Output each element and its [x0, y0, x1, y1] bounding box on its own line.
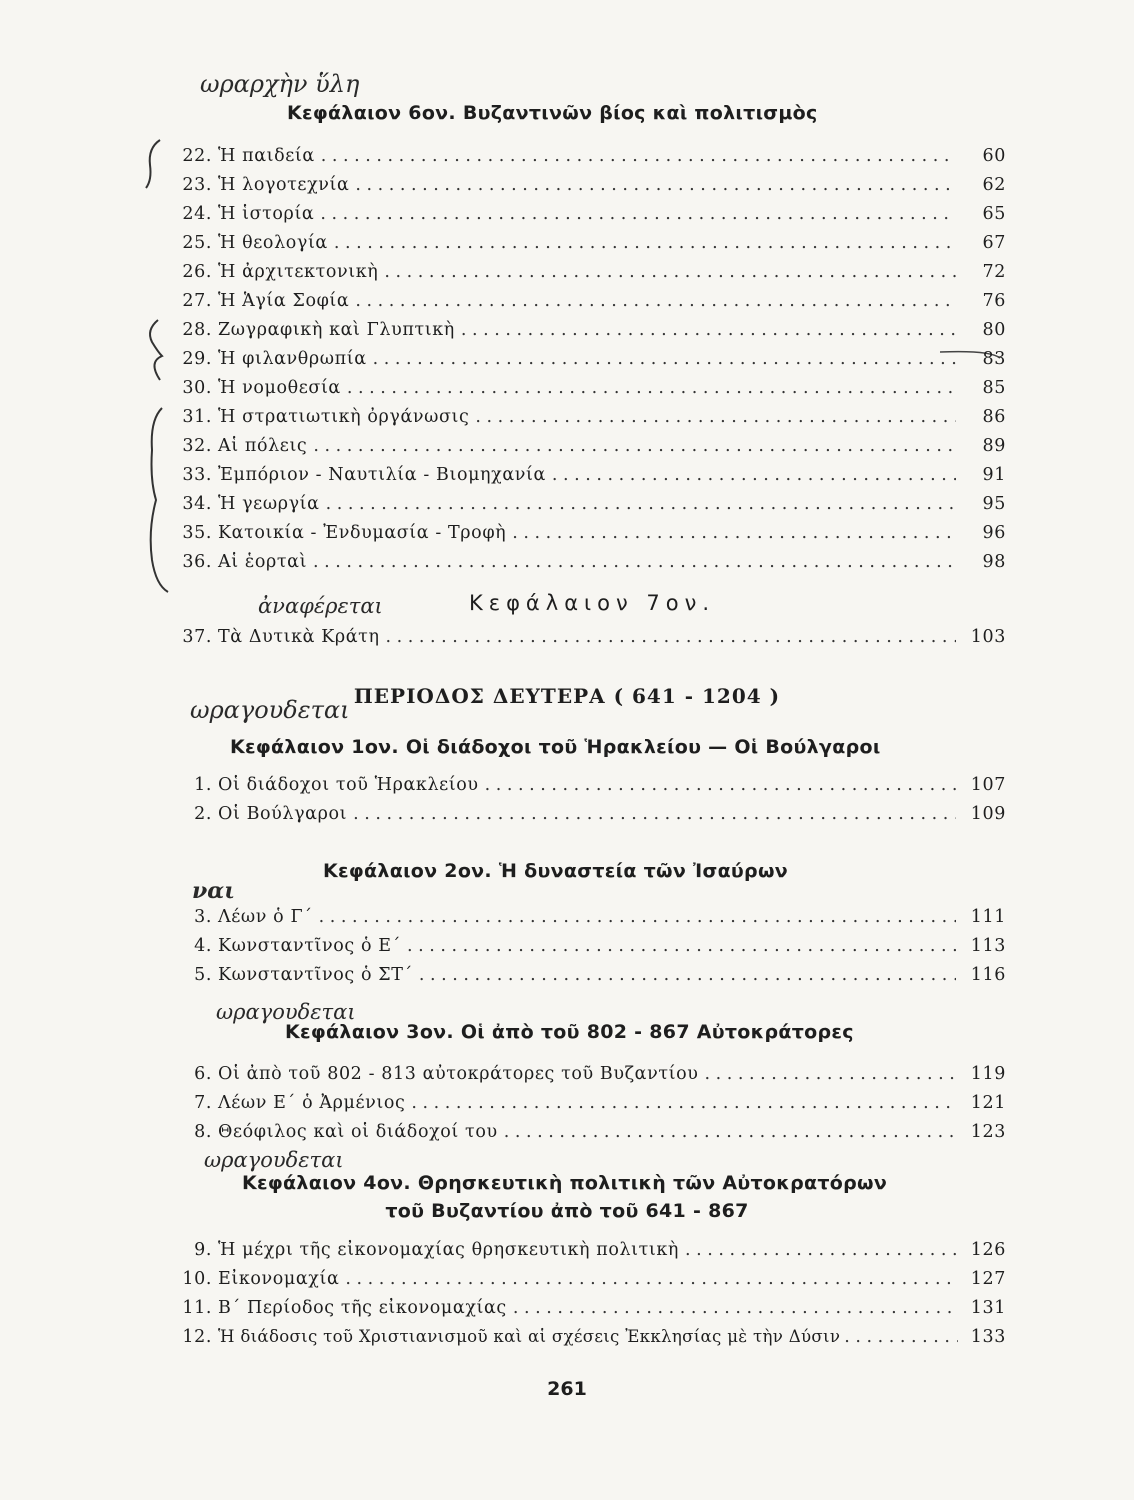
toc-entry[interactable]	[168, 1298, 1006, 1326]
entry-title: Κωνσταντῖνος ὁ Ε΄	[218, 936, 401, 956]
entry-page: 86	[982, 407, 1006, 427]
entry-number: 28.	[182, 320, 212, 340]
entry-page: 62	[982, 175, 1006, 195]
toc-entry[interactable]	[168, 146, 1006, 174]
entry-page: 103	[970, 627, 1006, 647]
entry-title: Ἡ θεολογία	[218, 233, 328, 253]
entry-title: Ἡ μέχρι τῆς εἰκονομαχίας θρησκευτικὴ πολιτικὴ	[218, 1240, 680, 1260]
dot-leader	[485, 775, 956, 795]
entry-page: 123	[970, 1122, 1006, 1142]
dot-leader	[355, 291, 956, 311]
dot-leader	[373, 349, 956, 369]
period2-chapter-1-heading: Κεφάλαιον 1ον. Οἱ διάδοχοι τοῦ Ἡρακλείου — Οἱ Βούλγαροι	[230, 736, 881, 758]
toc-entry[interactable]	[168, 1122, 1006, 1150]
dot-leader	[345, 1269, 956, 1289]
dot-leader	[407, 936, 956, 956]
entry-title: Οἱ διάδοχοι τοῦ Ἡρακλείου	[218, 775, 479, 795]
entry-number: 5.	[194, 965, 212, 985]
entry-title: Ἡ λογοτεχνία	[218, 175, 350, 195]
entry-number: 26.	[182, 262, 212, 282]
entry-title: Ἡ παιδεία	[218, 146, 315, 166]
toc-entry[interactable]	[168, 494, 1006, 522]
entry-number: 31.	[182, 407, 212, 427]
toc-entry[interactable]	[168, 436, 1006, 464]
entry-page: 98	[982, 552, 1006, 572]
entry-number: 7.	[194, 1093, 212, 1113]
entry-page: 67	[982, 233, 1006, 253]
entry-page: 65	[982, 204, 1006, 224]
entry-number: 10.	[182, 1269, 212, 1289]
dot-leader	[513, 1298, 956, 1318]
toc-entry[interactable]	[168, 1093, 1006, 1121]
toc-entry[interactable]	[168, 1240, 1006, 1268]
toc-entry[interactable]	[168, 349, 1006, 377]
dot-leader	[384, 262, 956, 282]
entry-number: 33.	[182, 465, 212, 485]
page-number: 261	[547, 1378, 587, 1400]
handwritten-note-chapter6: ωραρχὴν ὕλη	[200, 70, 360, 98]
entry-page: 91	[982, 465, 1006, 485]
dot-leader	[411, 1093, 956, 1113]
entry-number: 23.	[182, 175, 212, 195]
entry-number: 1.	[194, 775, 212, 795]
toc-entry[interactable]	[168, 775, 1006, 803]
entry-page: 111	[970, 907, 1006, 927]
entry-page: 76	[982, 291, 1006, 311]
entry-number: 30.	[182, 378, 212, 398]
entry-number: 27.	[182, 291, 212, 311]
entry-number: 4.	[194, 936, 212, 956]
handwritten-note-ch3: ωραγουδεται	[216, 1000, 356, 1024]
entry-page: 116	[970, 965, 1006, 985]
dot-leader	[386, 627, 956, 647]
entry-number: 36.	[182, 552, 212, 572]
entry-title: Εἰκονομαχία	[218, 1269, 340, 1289]
toc-entry[interactable]	[168, 320, 1006, 348]
toc-entry[interactable]	[168, 407, 1006, 435]
period2-chapter-4-heading: Κεφάλαιον 4ον. Θρησκευτικὴ πολιτικὴ τῶν Αὐτοκρατόρων	[242, 1172, 888, 1194]
entry-title: Κωνσταντῖνος ὁ ΣΤ΄	[218, 965, 413, 985]
entry-title: Ἡ διάδοσις τοῦ Χριστιανισμοῦ καὶ αἱ σχέσεις Ἐκκλησίας μὲ τὴν Δύσιν	[218, 1327, 841, 1346]
dot-leader	[704, 1064, 956, 1084]
entry-title: Ἡ ἀρχιτεκτονικὴ	[218, 262, 379, 282]
entry-title: Θεόφιλος καὶ οἱ διάδοχοί του	[218, 1122, 498, 1142]
chapter-6-heading: Κεφάλαιον 6ον. Βυζαντινῶν βίος καὶ πολιτισμὸς	[287, 102, 818, 124]
toc-entry[interactable]	[168, 936, 1006, 964]
dot-leader	[461, 320, 956, 340]
entry-number: 24.	[182, 204, 212, 224]
entry-title: Οἱ Βούλγαροι	[218, 804, 348, 824]
entry-page: 96	[982, 523, 1006, 543]
dot-leader	[313, 436, 956, 456]
entry-title: Αἱ πόλεις	[218, 436, 308, 456]
entry-number: 37.	[182, 627, 212, 647]
dot-leader	[355, 175, 956, 195]
entry-page: 126	[970, 1240, 1006, 1260]
entry-page: 95	[982, 494, 1006, 514]
toc-entry[interactable]	[168, 465, 1006, 493]
entry-page: 80	[982, 320, 1006, 340]
toc-entry[interactable]	[168, 552, 1006, 580]
dot-leader	[353, 804, 956, 824]
handwritten-note-chapter7: ἀναφέρεται	[258, 594, 383, 618]
dot-leader	[552, 465, 956, 485]
toc-entry[interactable]	[168, 291, 1006, 319]
entry-number: 9.	[194, 1240, 212, 1260]
entry-title: Κατοικία - Ἐνδυμασία - Τροφὴ	[218, 523, 507, 543]
handwritten-note-ch4: ωραγουδεται	[204, 1148, 344, 1172]
entry-number: 22.	[182, 146, 212, 166]
toc-entry[interactable]	[168, 1327, 1006, 1355]
toc-entry[interactable]	[168, 1269, 1006, 1297]
entry-number: 3.	[194, 907, 212, 927]
period2-chapter-4-subheading: τοῦ Βυζαντίου ἀπὸ τοῦ 641 - 867	[385, 1200, 749, 1222]
entry-title: Ἡ Ἁγία Σοφία	[218, 291, 350, 311]
entry-number: 29.	[182, 349, 212, 369]
entry-page: 72	[982, 262, 1006, 282]
entry-title: Ἐμπόριον - Ναυτιλία - Βιομηχανία	[218, 465, 546, 485]
entry-number: 34.	[182, 494, 212, 514]
entry-number: 25.	[182, 233, 212, 253]
entry-page: 85	[982, 378, 1006, 398]
entry-page: 107	[970, 775, 1006, 795]
toc-entry[interactable]	[168, 233, 1006, 261]
entry-title: Ἡ στρατιωτικὴ ὀργάνωσις	[218, 407, 470, 427]
dot-leader	[504, 1122, 956, 1142]
entry-number: 6.	[194, 1064, 212, 1084]
entry-title: Ἡ ἱστορία	[218, 204, 315, 224]
dot-leader	[475, 407, 956, 427]
dot-leader	[320, 204, 956, 224]
entry-title: Ἡ νομοθεσία	[218, 378, 341, 398]
dot-leader	[319, 907, 956, 927]
entry-page: 60	[982, 146, 1006, 166]
handwritten-note-ch2: ναι	[192, 878, 235, 904]
period-heading: ΠΕΡΙΟΔΟΣ ΔΕΥΤΕΡΑ ( 641 - 1204 )	[353, 684, 781, 708]
dot-leader	[844, 1327, 958, 1347]
dot-leader	[321, 146, 956, 166]
entry-title: Ἡ φιλανθρωπία	[218, 349, 367, 369]
dot-leader	[334, 233, 956, 253]
entry-page: 131	[970, 1298, 1006, 1318]
toc-entry[interactable]	[168, 204, 1006, 232]
toc-entry[interactable]	[168, 907, 1006, 935]
toc-entry[interactable]	[168, 378, 1006, 406]
entry-title: Β΄ Περίοδος τῆς εἰκονομαχίας	[218, 1298, 507, 1318]
entry-number: 11.	[182, 1298, 212, 1318]
handwritten-note-period2-ch1: ωραγουδεται	[190, 696, 350, 724]
entry-number: 32.	[182, 436, 212, 456]
entry-title: Τὰ Δυτικὰ Κράτη	[218, 627, 380, 647]
dot-leader	[326, 494, 956, 514]
chapter-7-heading: Κεφάλαιον 7ον.	[468, 591, 716, 615]
entry-title: Ζωγραφικὴ καὶ Γλυπτικὴ	[218, 320, 455, 340]
toc-entry[interactable]	[168, 1064, 1006, 1092]
entry-title: Αἱ ἑορταὶ	[218, 552, 308, 572]
entry-page: 89	[982, 436, 1006, 456]
toc-entry[interactable]	[168, 627, 1006, 655]
entry-number: 35.	[182, 523, 212, 543]
dot-leader	[419, 965, 956, 985]
dot-leader	[347, 378, 956, 398]
toc-entry[interactable]	[168, 523, 1006, 551]
entry-title: Ἡ γεωργία	[218, 494, 320, 514]
entry-title: Οἱ ἀπὸ τοῦ 802 - 813 αὐτοκράτορες τοῦ Βυζαντίου	[218, 1064, 699, 1084]
entry-number: 8.	[194, 1122, 212, 1142]
toc-entry[interactable]	[168, 262, 1006, 290]
entry-page: 121	[970, 1093, 1006, 1113]
period2-chapter-2-heading: Κεφάλαιον 2ον. Ἡ δυναστεία τῶν Ἰσαύρων	[323, 860, 789, 882]
entry-page: 127	[970, 1269, 1006, 1289]
toc-entry[interactable]	[168, 175, 1006, 203]
entry-number: 12.	[182, 1327, 212, 1347]
entry-title: Λέων Ε΄ ὁ Ἀρμένιος	[218, 1093, 406, 1113]
entry-page: 113	[970, 936, 1006, 956]
entry-page: 109	[970, 804, 1006, 824]
entry-title: Λέων ὁ Γ΄	[218, 907, 313, 927]
dot-leader	[512, 523, 956, 543]
entry-number: 2.	[194, 804, 212, 824]
entry-page: 119	[970, 1064, 1006, 1084]
period2-chapter-3-heading: Κεφάλαιον 3ον. Οἱ ἀπὸ τοῦ 802 - 867 Αὐτοκράτορες	[285, 1021, 854, 1043]
toc-entry[interactable]	[168, 804, 1006, 832]
entry-page: 133	[970, 1327, 1006, 1347]
dot-leader	[313, 552, 956, 572]
dot-leader	[685, 1240, 956, 1260]
entry-page: 83	[982, 349, 1006, 369]
toc-entry[interactable]	[168, 965, 1006, 993]
